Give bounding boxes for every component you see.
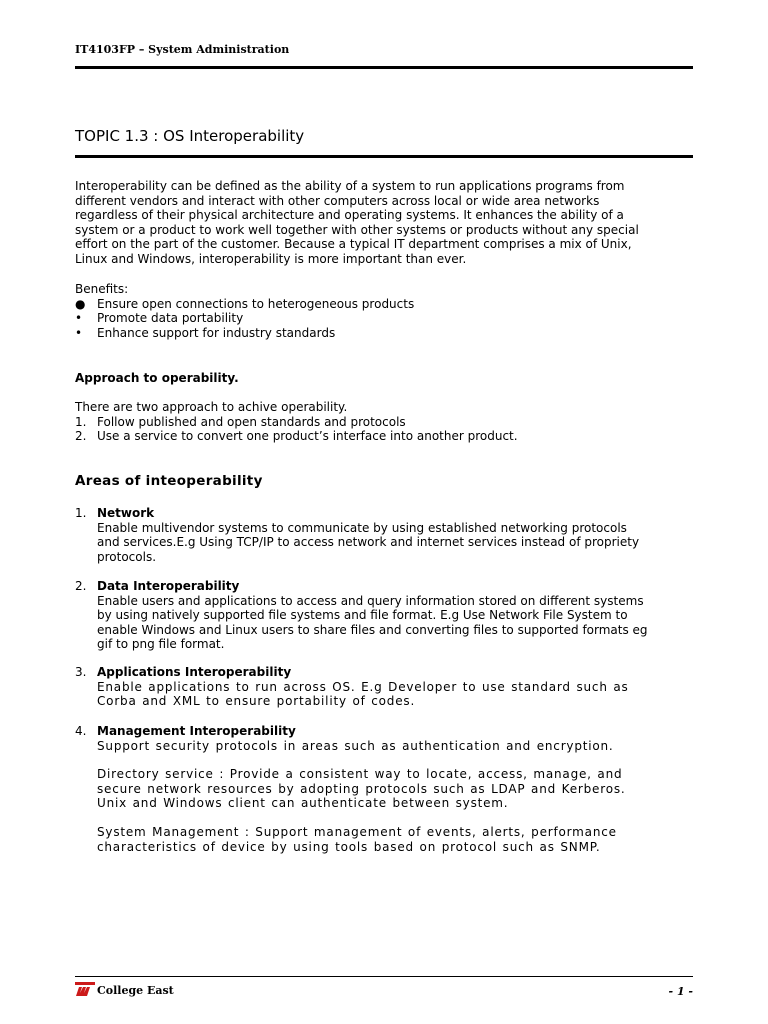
footer-rule <box>75 976 693 977</box>
area-line: by using natively supported file systems and file format. E.g Use Network File System to <box>97 608 628 623</box>
area-item-management <box>75 724 695 854</box>
area-line: Enable multivendor systems to communicate by using established networking protocols <box>97 520 627 535</box>
area-line: Support security protocols in areas such as authentication and encryption. <box>97 738 614 753</box>
course-header: IT4103FP – System Administration <box>75 43 290 56</box>
list-item <box>75 429 695 444</box>
area-title: Network <box>97 506 155 520</box>
header-rule <box>75 66 693 69</box>
topic-title: TOPIC 1.3 : OS Interoperability <box>75 127 305 145</box>
college-logo-icon <box>75 982 95 996</box>
area-number: 2. <box>75 579 87 593</box>
intro-line: Interoperability can be defined as the ability of a system to run applications programs from <box>75 179 625 193</box>
list-item <box>75 311 695 326</box>
college-name: College East <box>97 984 174 997</box>
area-line: Enable applications to run across OS. E.g Developer to use standard such as <box>97 679 629 694</box>
area-line: enable Windows and Linux users to share files and converting files to supported formats eg <box>97 622 648 637</box>
area-item-network <box>75 506 695 564</box>
intro-line: effort on the part of the customer. Because a typical IT department comprises a mix of Unix, <box>75 237 632 252</box>
area-title: Data Interoperability <box>97 579 240 593</box>
areas-heading: Areas of inteoperability <box>75 473 263 489</box>
area-number: 3. <box>75 665 87 679</box>
bullet-marker: ● <box>75 296 86 311</box>
benefits-heading: Benefits: <box>75 282 129 296</box>
approach-intro: There are two approach to achive operability. <box>75 400 348 414</box>
area-number: 4. <box>75 724 87 738</box>
area-line: Enable users and applications to access and query information stored on different systems <box>97 593 644 608</box>
page-number: - 1 - <box>668 985 693 998</box>
area-number: 1. <box>75 506 87 520</box>
area-title: Management Interoperability <box>97 724 296 738</box>
area-line: gif to png file format. <box>97 637 225 652</box>
list-item <box>75 297 695 312</box>
bullet-marker: • <box>75 311 83 326</box>
area-line: Directory service : Provide a consistent way to locate, access, manage, and <box>97 767 623 782</box>
bullet-text: Enhance support for industry standards <box>97 325 336 340</box>
bullet-text: Ensure open connections to heterogeneous products <box>97 296 415 311</box>
intro-line: different vendors and interact with other computers across local or wide area networks <box>75 193 600 208</box>
list-item <box>75 415 695 430</box>
list-text: Use a service to convert one product’s interface into another product. <box>97 429 518 444</box>
list-number: 2. <box>75 429 87 444</box>
intro-line: regardless of their physical architecture and operating systems. It enhances the ability of a <box>75 208 624 223</box>
approach-heading: Approach to operability. <box>75 371 239 385</box>
area-line: Corba and XML to ensure portability of codes. <box>97 694 416 709</box>
area-line: System Management : Support management of events, alerts, performance <box>97 824 617 839</box>
list-text: Follow published and open standards and protocols <box>97 414 406 429</box>
bullet-text: Promote data portability <box>97 311 244 326</box>
intro-line: Linux and Windows, interoperability is more important than ever. <box>75 251 467 266</box>
intro-line: system or a product to work well together with other systems or products without any special <box>75 222 639 237</box>
area-line: characteristics of device by using tools based on protocol such as SNMP. <box>97 839 601 854</box>
area-title: Applications Interoperability <box>97 665 292 679</box>
area-item-applications <box>75 665 695 709</box>
area-line: Unix and Windows client can authenticate between system. <box>97 796 509 811</box>
list-number: 1. <box>75 414 87 429</box>
intro-paragraph <box>75 179 695 267</box>
area-item-data <box>75 579 695 652</box>
area-line: secure network resources by adopting protocols such as LDAP and Kerberos. <box>97 781 626 796</box>
topic-rule <box>75 155 693 158</box>
approach-section <box>75 400 695 444</box>
benefits-section <box>75 282 695 340</box>
list-item <box>75 326 695 341</box>
area-line: and services.E.g Using TCP/IP to access network and internet services instead of propriety <box>97 535 640 550</box>
area-line: protocols. <box>97 549 157 564</box>
bullet-marker: • <box>75 325 83 340</box>
